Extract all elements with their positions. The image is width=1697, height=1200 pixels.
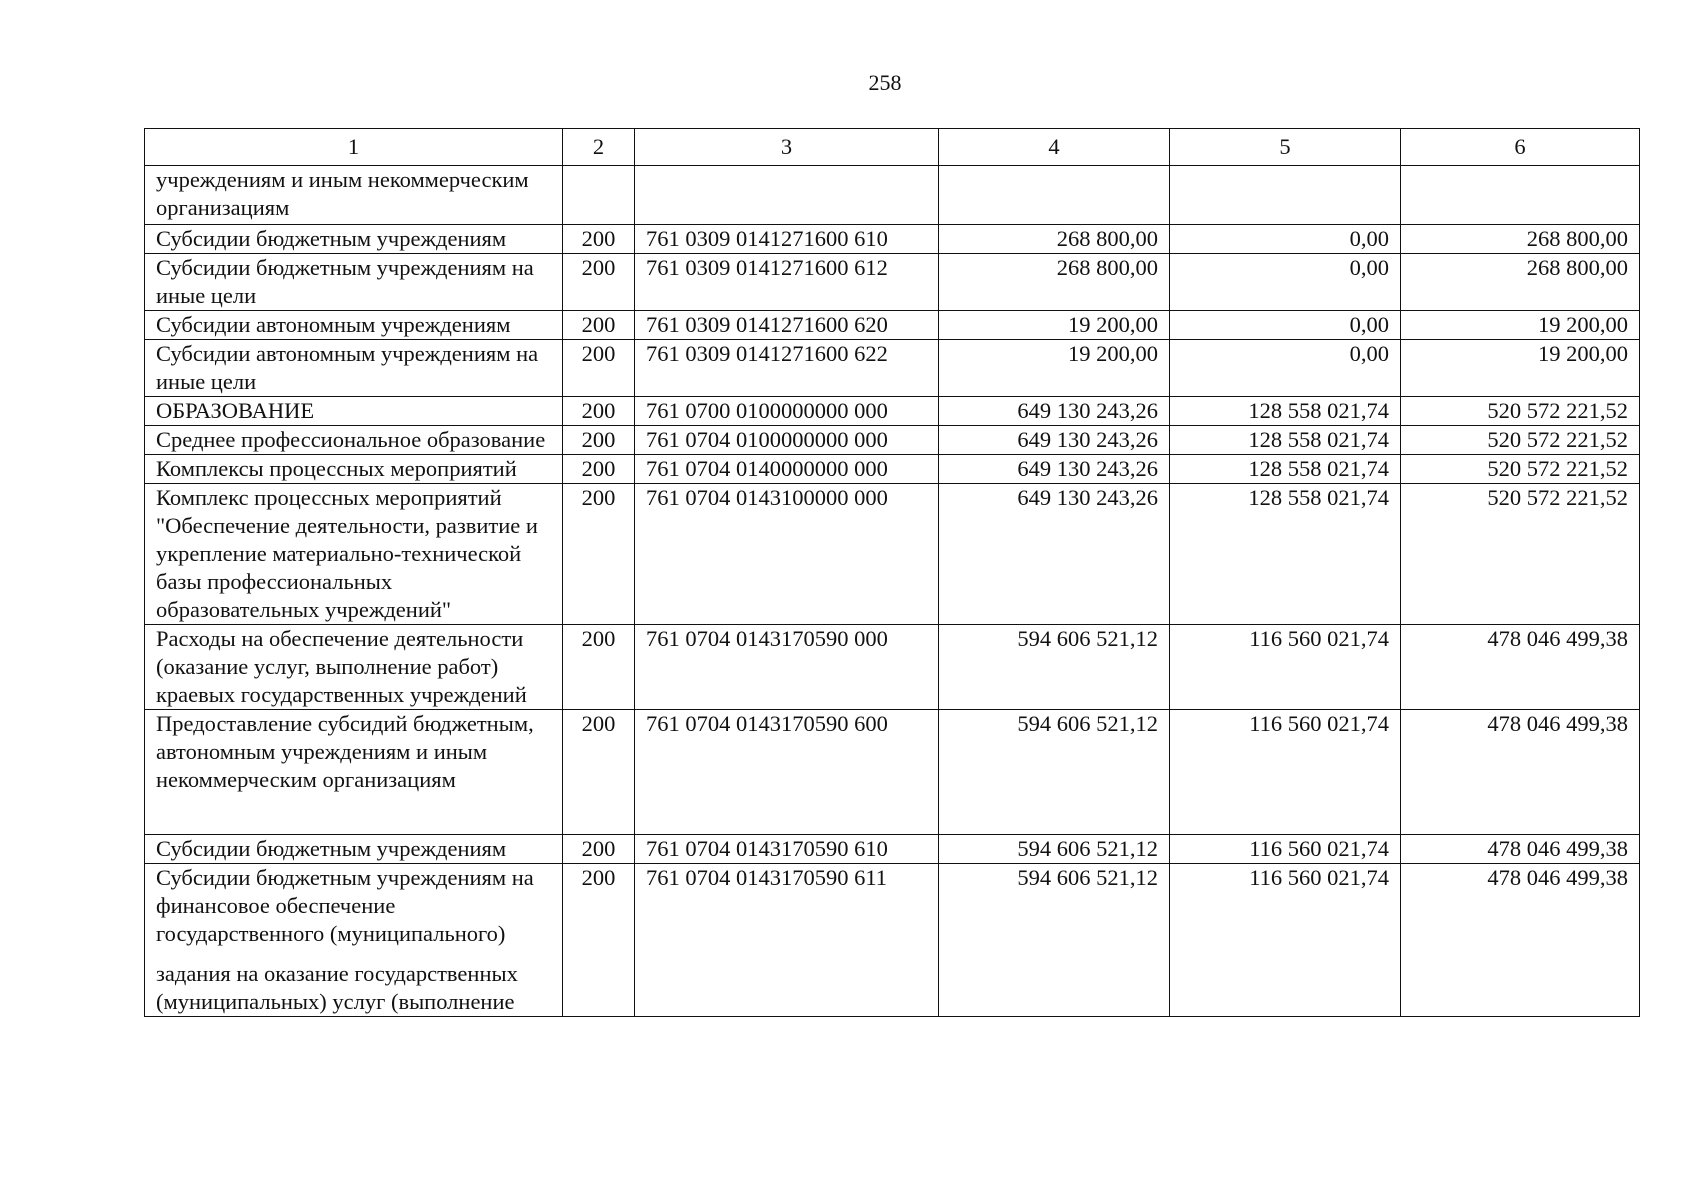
row-col2: 200 <box>563 864 635 1017</box>
row-value-4: 649 130 243,26 <box>939 484 1170 625</box>
row-col2: 200 <box>563 625 635 710</box>
row-name: Субсидии бюджетным учреждениям <box>145 225 563 254</box>
table-header-row <box>145 129 1640 166</box>
row-code: 761 0704 0143170590 610 <box>635 835 939 864</box>
row-code: 761 0700 0100000000 000 <box>635 397 939 426</box>
row-value-4: 649 130 243,26 <box>939 397 1170 426</box>
row-value-5: 128 558 021,74 <box>1170 484 1401 625</box>
table-row <box>145 311 1640 340</box>
table-row <box>145 397 1640 426</box>
row-value-5: 0,00 <box>1170 225 1401 254</box>
row-value-4: 268 800,00 <box>939 254 1170 311</box>
column-header-5: 5 <box>1170 129 1401 166</box>
row-value-6: 520 572 221,52 <box>1401 484 1640 625</box>
row-value-6: 268 800,00 <box>1401 254 1640 311</box>
row-value-4: 594 606 521,12 <box>939 625 1170 710</box>
row-col2: 200 <box>563 426 635 455</box>
table-row <box>145 625 1640 710</box>
row-name: Субсидии автономным учреждениям <box>145 311 563 340</box>
row-name: Предоставление субсидий бюджетным, автономным учреждениям и иным некоммерческим организациям <box>145 710 563 835</box>
column-header-2: 2 <box>563 129 635 166</box>
column-header-6: 6 <box>1401 129 1640 166</box>
row-code: 761 0704 0143170590 611 <box>635 864 939 1017</box>
row-value-5: 0,00 <box>1170 311 1401 340</box>
row-code: 761 0309 0141271600 622 <box>635 340 939 397</box>
row-name: Комплексы процессных мероприятий <box>145 455 563 484</box>
row-name: Среднее профессиональное образование <box>145 426 563 455</box>
row-value-4 <box>939 166 1170 225</box>
row-col2: 200 <box>563 455 635 484</box>
row-value-5: 128 558 021,74 <box>1170 455 1401 484</box>
row-code: 761 0704 0100000000 000 <box>635 426 939 455</box>
row-value-5: 128 558 021,74 <box>1170 397 1401 426</box>
row-value-5: 116 560 021,74 <box>1170 625 1401 710</box>
row-value-5 <box>1170 166 1401 225</box>
row-col2: 200 <box>563 397 635 426</box>
row-value-4: 268 800,00 <box>939 225 1170 254</box>
table-row <box>145 225 1640 254</box>
row-col2 <box>563 166 635 225</box>
table-row <box>145 254 1640 311</box>
row-value-6 <box>1401 166 1640 225</box>
row-value-4: 649 130 243,26 <box>939 455 1170 484</box>
column-header-4: 4 <box>939 129 1170 166</box>
row-col2: 200 <box>563 225 635 254</box>
column-header-3: 3 <box>635 129 939 166</box>
row-value-5: 116 560 021,74 <box>1170 710 1401 835</box>
row-value-4: 594 606 521,12 <box>939 710 1170 835</box>
row-value-4: 19 200,00 <box>939 311 1170 340</box>
row-value-6: 19 200,00 <box>1401 311 1640 340</box>
row-value-5: 116 560 021,74 <box>1170 864 1401 1017</box>
row-col2: 200 <box>563 311 635 340</box>
row-col2: 200 <box>563 254 635 311</box>
column-header-1: 1 <box>145 129 563 166</box>
row-col2: 200 <box>563 484 635 625</box>
row-value-6: 520 572 221,52 <box>1401 455 1640 484</box>
table-row <box>145 484 1640 625</box>
row-code: 761 0704 0143170590 000 <box>635 625 939 710</box>
row-name: учреждениям и иным некоммерческим организациям <box>145 166 563 225</box>
row-value-6: 19 200,00 <box>1401 340 1640 397</box>
row-code <box>635 166 939 225</box>
row-value-6: 520 572 221,52 <box>1401 397 1640 426</box>
row-value-4: 594 606 521,12 <box>939 864 1170 1017</box>
row-value-6: 478 046 499,38 <box>1401 835 1640 864</box>
row-value-6: 478 046 499,38 <box>1401 625 1640 710</box>
row-name <box>145 864 563 1017</box>
table-row <box>145 426 1640 455</box>
row-value-6: 478 046 499,38 <box>1401 710 1640 835</box>
row-code: 761 0704 0143170590 600 <box>635 710 939 835</box>
table-row <box>145 166 1640 225</box>
row-name: Субсидии бюджетным учреждениям на иные цели <box>145 254 563 311</box>
row-code: 761 0309 0141271600 620 <box>635 311 939 340</box>
row-value-4: 594 606 521,12 <box>939 835 1170 864</box>
table-row <box>145 864 1640 1017</box>
row-col2: 200 <box>563 835 635 864</box>
row-name: Субсидии бюджетным учреждениям <box>145 835 563 864</box>
table-row <box>145 455 1640 484</box>
table-row <box>145 710 1640 835</box>
row-value-4: 19 200,00 <box>939 340 1170 397</box>
row-code: 761 0309 0141271600 610 <box>635 225 939 254</box>
row-value-5: 0,00 <box>1170 254 1401 311</box>
row-value-5: 128 558 021,74 <box>1170 426 1401 455</box>
budget-table <box>144 128 1640 1017</box>
row-col2: 200 <box>563 340 635 397</box>
row-name: Расходы на обеспечение деятельности (оказание услуг, выполнение работ) краевых государственных учреждений <box>145 625 563 710</box>
row-code: 761 0309 0141271600 612 <box>635 254 939 311</box>
row-code: 761 0704 0140000000 000 <box>635 455 939 484</box>
table-row <box>145 340 1640 397</box>
row-value-5: 0,00 <box>1170 340 1401 397</box>
row-value-6: 478 046 499,38 <box>1401 864 1640 1017</box>
row-col2: 200 <box>563 710 635 835</box>
page-number: 258 <box>868 70 902 95</box>
row-value-5: 116 560 021,74 <box>1170 835 1401 864</box>
row-name: Комплекс процессных мероприятий "Обеспечение деятельности, развитие и укрепление материально-технической базы профессиональных образовательных учреждений" <box>145 484 563 625</box>
row-name-part1: Субсидии бюджетным учреждениям на финансовое обеспечение государственного (муниципального) <box>156 865 534 946</box>
row-name: ОБРАЗОВАНИЕ <box>145 397 563 426</box>
row-name: Субсидии автономным учреждениям на иные цели <box>145 340 563 397</box>
row-code: 761 0704 0143100000 000 <box>635 484 939 625</box>
table-row <box>145 835 1640 864</box>
row-value-6: 520 572 221,52 <box>1401 426 1640 455</box>
row-name-part2: задания на оказание государственных (муниципальных) услуг (выполнение <box>156 961 518 1014</box>
row-value-4: 649 130 243,26 <box>939 426 1170 455</box>
row-value-6: 268 800,00 <box>1401 225 1640 254</box>
